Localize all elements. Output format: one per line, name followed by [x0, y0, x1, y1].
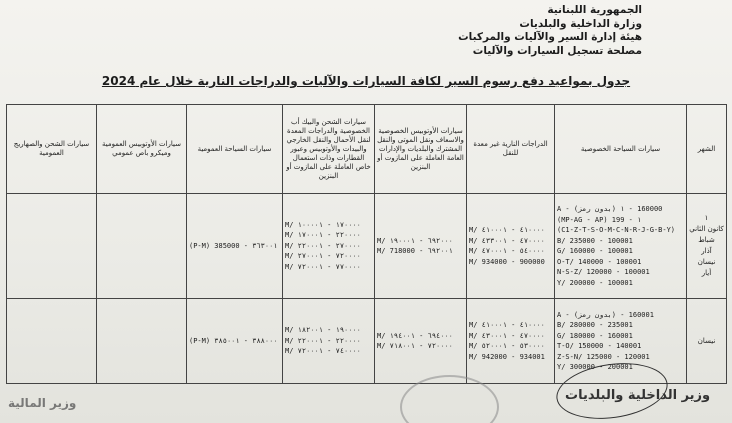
letterhead-line-2: وزارة الداخلية والبلديات	[519, 17, 642, 30]
cell-line: Y/ 200000 - 100001	[557, 278, 633, 287]
cell-line: M/ ٦٩٤٠٠٠ - ١٩٤٠٠١	[377, 331, 453, 340]
public-cars-cell	[187, 299, 283, 384]
cell-line: M/ ١٩٠٠٠٠ - ١٨٢٠٠١	[285, 326, 361, 335]
public-cars-cell	[187, 194, 283, 299]
letterhead-line-4: مصلحة تسجيل السيارات والآليات	[472, 44, 642, 57]
cell-line: O-T/ 140000 - 100001	[557, 257, 642, 266]
cell-line: A - (بدون رمز) 160000 - ١	[557, 205, 663, 213]
cell-line: N-S-Z/ 120000 - 100001	[557, 268, 650, 276]
table-header-row	[7, 105, 727, 194]
document-title: جدول بمواعيد دفع رسوم السير لكافة السيارات والآليات والدراجات النارية خلال عام 2024	[101, 74, 631, 88]
month-cell	[687, 194, 727, 299]
column-header: سيارات الأوتوبيس الخصوصية والاسعاف ونقل الموتى والنقل المشترك والبلديات والإدارات العامة العاملة على المازوت أو البنزين	[375, 105, 467, 194]
cell-line: نيسان	[697, 336, 716, 345]
table-row	[7, 194, 727, 299]
cell-line: (MP-AG - AP) 199 - ١	[557, 215, 642, 224]
cell-line: M/ ٤٧٠٠٠٠ - ٤٣٣٠٠١	[469, 236, 545, 245]
finance-minister-signature-label: وزير المالية	[8, 396, 77, 410]
cell-line: T-O/ 150000 - 140001	[557, 342, 642, 350]
cell-line: Z-S-N/ 125000 - 120001	[557, 352, 650, 361]
public-buses-cell	[97, 299, 187, 384]
cell-line: M/ ٦٩٢٠٠٠ - ١٩٠٠٠١	[377, 236, 453, 245]
cell-line: M/ ٤١٠٠٠٠ - ٤١٠٠٠١	[469, 226, 545, 234]
column-header: الدراجات النارية غير معدة للنقل	[467, 105, 555, 194]
cell-line: M/ ٤٧٠٠٠٠ - ٤٣٠٠٠١	[469, 331, 545, 340]
cell-line: M/ ١٧٠٠٠٠ - ١٠٠٠٠١	[285, 220, 361, 229]
cell-line: M/ ٧٤٠٠٠٠ - ٧٢٠٠٠١	[285, 347, 361, 356]
column-header: سيارات السياحة العمومية	[187, 105, 283, 194]
motorcycles-cell	[467, 194, 555, 299]
cell-line: نيسان	[697, 258, 716, 266]
cell-line: M/ ٢٢٠٠٠٠ - ١٧٠٠٠١	[285, 231, 361, 240]
cell-line: M/ ٤١٠٠٠٠ - ٤١٠٠٠١	[469, 321, 545, 329]
cell-line: B/ 280000 - 235001	[557, 321, 633, 329]
column-header: سيارات السياحة الخصوصية	[555, 105, 687, 194]
cell-line: أيار	[701, 269, 712, 277]
cell-line: M/ ٥٣٠٠٠٠ - ٥٢٠٠٠١	[469, 342, 545, 350]
motorcycles-cell	[467, 299, 555, 384]
letterhead	[458, 4, 642, 58]
trucks-cell	[283, 299, 375, 384]
public-buses-cell	[97, 194, 187, 299]
cell-line: M/ ٥٤٠٠٠٠ - ٤٧٠٠٠١	[469, 247, 545, 255]
column-header: سيارات الأوتوبيس العمومية وميكرو باص عمومي	[97, 105, 187, 194]
cell-line: M/ ٢٢٠٠٠٠ - ٢٢٠٠٠١	[285, 336, 361, 345]
fee-schedule-table	[6, 104, 727, 384]
cell-line: M/ ٧٢٠٠٠٠ - ٧١٨٠٠١	[377, 342, 453, 350]
cell-line: M/ 934000 - 900000	[469, 257, 545, 266]
private-buses-cell	[375, 194, 467, 299]
public-trucks-cell	[7, 299, 97, 384]
private-cars-cell	[555, 194, 687, 299]
public-trucks-cell	[7, 194, 97, 299]
cell-line: كانون الثاني	[689, 225, 724, 233]
column-header: سيارات الشحن والبيك أب الخصوصية والدراجات المعدة لنقل الأحمال والنقل الخارجي والبيدات والأوتوبيس وعبور القطارات وذات استعمال خاص العاملة على المازوت أو البنزين	[283, 105, 375, 194]
month-cell	[687, 299, 727, 384]
cell-line: M/ 942000 - 934001	[469, 352, 545, 361]
trucks-cell	[283, 194, 375, 299]
cell-line: Y/ 300000 - 200001	[557, 363, 633, 371]
column-header: الشهر	[687, 105, 727, 194]
cell-line: آذار	[701, 247, 712, 255]
cell-line: B/ 235000 - 100001	[557, 236, 633, 245]
cell-line: G/ 180000 - 160001	[557, 331, 633, 340]
cell-line: (C1-Z-T-S-O-M-C-N-R-J-G-B-Y)	[557, 226, 676, 234]
cell-line: A - (بدون رمز) - 160001	[557, 310, 654, 319]
column-header: سيارات الشحن والصهاريج العمومية	[7, 105, 97, 194]
cell-line: M/ 718000 - ٦٩٢٠٠١	[377, 247, 453, 255]
cell-line: (P-M) 385000 - ٣٦٣٠٠١	[189, 241, 278, 250]
private-buses-cell	[375, 299, 467, 384]
interior-minister-signature-label: وزير الداخلية والبلديات	[565, 388, 711, 403]
cell-line: G/ 160000 - 100001	[557, 247, 633, 255]
cell-line: شباط	[698, 236, 715, 244]
cell-line: M/ ٧٢٠٠٠٠ - ٢٧٠٠٠١	[285, 252, 361, 261]
cell-line: M/ ٧٧٠٠٠٠ - ٧٢٠٠٠١	[285, 262, 361, 271]
cell-line: M/ ٢٧٠٠٠٠ - ٢٢٠٠٠١	[285, 241, 361, 250]
cell-line: (P-M) ٣٨٨٠٠٠ - ٣٨٥٠٠١	[189, 336, 278, 345]
cell-line: ١	[704, 214, 709, 222]
letterhead-line-3: هيئة إدارة السير والآليات والمركبات	[458, 31, 642, 43]
letterhead-line-1: الجمهورية اللبنانية	[547, 4, 642, 16]
